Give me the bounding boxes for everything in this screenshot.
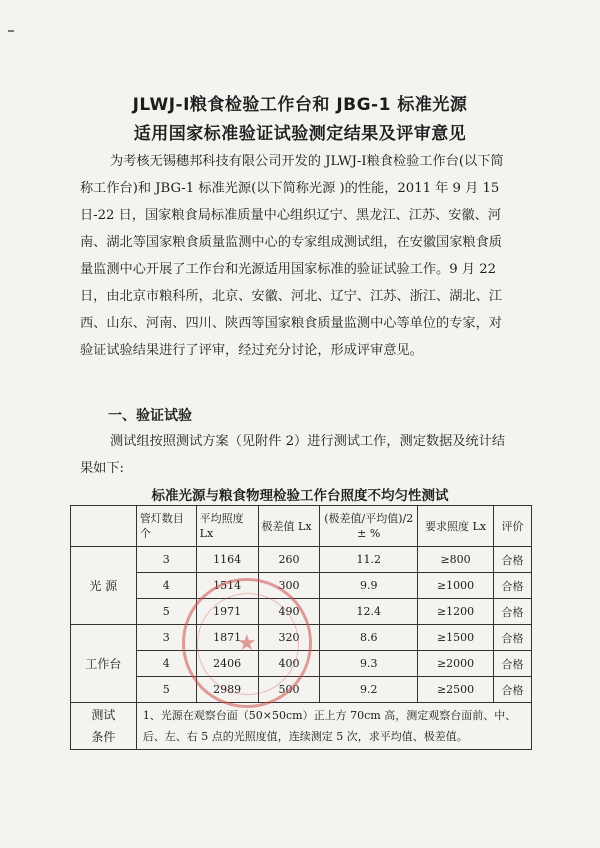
cell-req: ≥1200 bbox=[418, 599, 494, 625]
cell-eval: 合格 bbox=[494, 599, 532, 625]
header-avg: 平均照度 Lx bbox=[196, 506, 258, 547]
cell-req: ≥800 bbox=[418, 547, 494, 573]
cell-ratio: 9.2 bbox=[320, 677, 418, 703]
header-count: 管灯数目个 bbox=[136, 506, 196, 547]
section-line: 果如下: bbox=[80, 461, 125, 476]
cell-req: ≥2000 bbox=[418, 651, 494, 677]
cell-range: 260 bbox=[258, 547, 320, 573]
cell-avg: 1514 bbox=[196, 573, 258, 599]
conditions-label bbox=[71, 703, 137, 750]
cell-avg: 1871 bbox=[196, 625, 258, 651]
cell-ratio: 12.4 bbox=[320, 599, 418, 625]
intro-line: 日，由北京市粮科所，北京、安徽、河北、辽宁、江苏、浙江、湖北、江 bbox=[80, 289, 502, 304]
cell-avg: 2406 bbox=[196, 651, 258, 677]
table-row bbox=[71, 625, 532, 651]
intro-line: 验证试验结果进行了评审，经过充分讨论，形成评审意见。 bbox=[80, 343, 423, 358]
cell-count: 5 bbox=[136, 677, 196, 703]
header-blank bbox=[71, 506, 137, 547]
cell-req: ≥1500 bbox=[418, 625, 494, 651]
cell-req: ≥2500 bbox=[418, 677, 494, 703]
intro-line: 量监测中心开展了工作台和光源适用国家标准的验证试验工作。9 月 22 bbox=[80, 262, 496, 277]
table-row bbox=[71, 573, 532, 599]
cell-range: 320 bbox=[258, 625, 320, 651]
conditions-label-line: 条件 bbox=[91, 730, 116, 744]
table-row bbox=[71, 547, 532, 573]
intro-paragraph bbox=[80, 148, 528, 364]
intro-line: 西、山东、河南、四川、陕西等国家粮食质量监测中心等单位的专家，对 bbox=[80, 316, 502, 331]
header-ratio: (极差值/平均值)/2 ± % bbox=[320, 506, 418, 547]
header-req: 要求照度 Lx bbox=[418, 506, 494, 547]
cell-range: 500 bbox=[258, 677, 320, 703]
cell-eval: 合格 bbox=[494, 625, 532, 651]
cell-count: 3 bbox=[136, 547, 196, 573]
conditions-label-line: 测试 bbox=[91, 708, 116, 722]
cell-count: 4 bbox=[136, 651, 196, 677]
cell-range: 490 bbox=[258, 599, 320, 625]
cell-avg: 2989 bbox=[196, 677, 258, 703]
cell-ratio: 9.3 bbox=[320, 651, 418, 677]
intro-line: 称工作台)和 JBG-1 标准光源(以下简称光源 )的性能，2011 年 9 月 15 bbox=[80, 181, 500, 196]
illuminance-table bbox=[70, 505, 532, 750]
cell-ratio: 8.6 bbox=[320, 625, 418, 651]
table-row bbox=[71, 677, 532, 703]
seal-star-icon: ★ bbox=[237, 631, 257, 656]
conditions-text: 1、光源在观察台面（50×50cm）正上方 70cm 高，测定观察台面前、中、后、左、右 5 点的光照度值，连续测定 5 次，求平均值、极差值。 bbox=[136, 703, 531, 750]
section-line: 测试组按照测试方案（见附件 2）进行测试工作，测定数据及统计结 bbox=[110, 434, 506, 449]
cell-count: 4 bbox=[136, 573, 196, 599]
header-range: 极差值 Lx bbox=[258, 506, 320, 547]
table-row bbox=[71, 599, 532, 625]
document-title-line1: JLWJ-Ⅰ粮食检验工作台和 JBG-1 标准光源 bbox=[132, 95, 468, 115]
section-heading: 一、验证试验 bbox=[108, 408, 192, 424]
intro-line: 南、湖北等国家粮食质量监测中心的专家组成测试组，在安徽国家粮食质 bbox=[80, 235, 502, 250]
cell-avg: 1164 bbox=[196, 547, 258, 573]
table-title: 标准光源与粮食物理检验工作台照度不均匀性测试 bbox=[151, 488, 449, 504]
scan-mark bbox=[8, 30, 14, 32]
section-paragraph bbox=[80, 428, 528, 482]
cell-count: 3 bbox=[136, 625, 196, 651]
intro-line: 日-22 日，国家粮食局标准质量中心组织辽宁、黑龙江、江苏、安徽、河 bbox=[80, 208, 502, 223]
cell-range: 300 bbox=[258, 573, 320, 599]
document-title-line2: 适用国家标准验证试验测定结果及评审意见 bbox=[133, 124, 467, 144]
cell-eval: 合格 bbox=[494, 573, 532, 599]
cell-eval: 合格 bbox=[494, 651, 532, 677]
intro-line: 为考核无锡穗邦科技有限公司开发的 JLWJ-Ⅰ粮食检验工作台(以下简 bbox=[110, 154, 504, 169]
table-header-row bbox=[71, 506, 532, 547]
group-label-workbench: 工作台 bbox=[71, 625, 137, 703]
header-eval: 评价 bbox=[494, 506, 532, 547]
cell-ratio: 11.2 bbox=[320, 547, 418, 573]
cell-eval: 合格 bbox=[494, 677, 532, 703]
cell-avg: 1971 bbox=[196, 599, 258, 625]
cell-eval: 合格 bbox=[494, 547, 532, 573]
cell-range: 400 bbox=[258, 651, 320, 677]
group-label-light-source: 光 源 bbox=[71, 547, 137, 625]
table-row bbox=[71, 651, 532, 677]
cell-count: 5 bbox=[136, 599, 196, 625]
cell-ratio: 9.9 bbox=[320, 573, 418, 599]
cell-req: ≥1000 bbox=[418, 573, 494, 599]
conditions-row bbox=[71, 703, 532, 750]
